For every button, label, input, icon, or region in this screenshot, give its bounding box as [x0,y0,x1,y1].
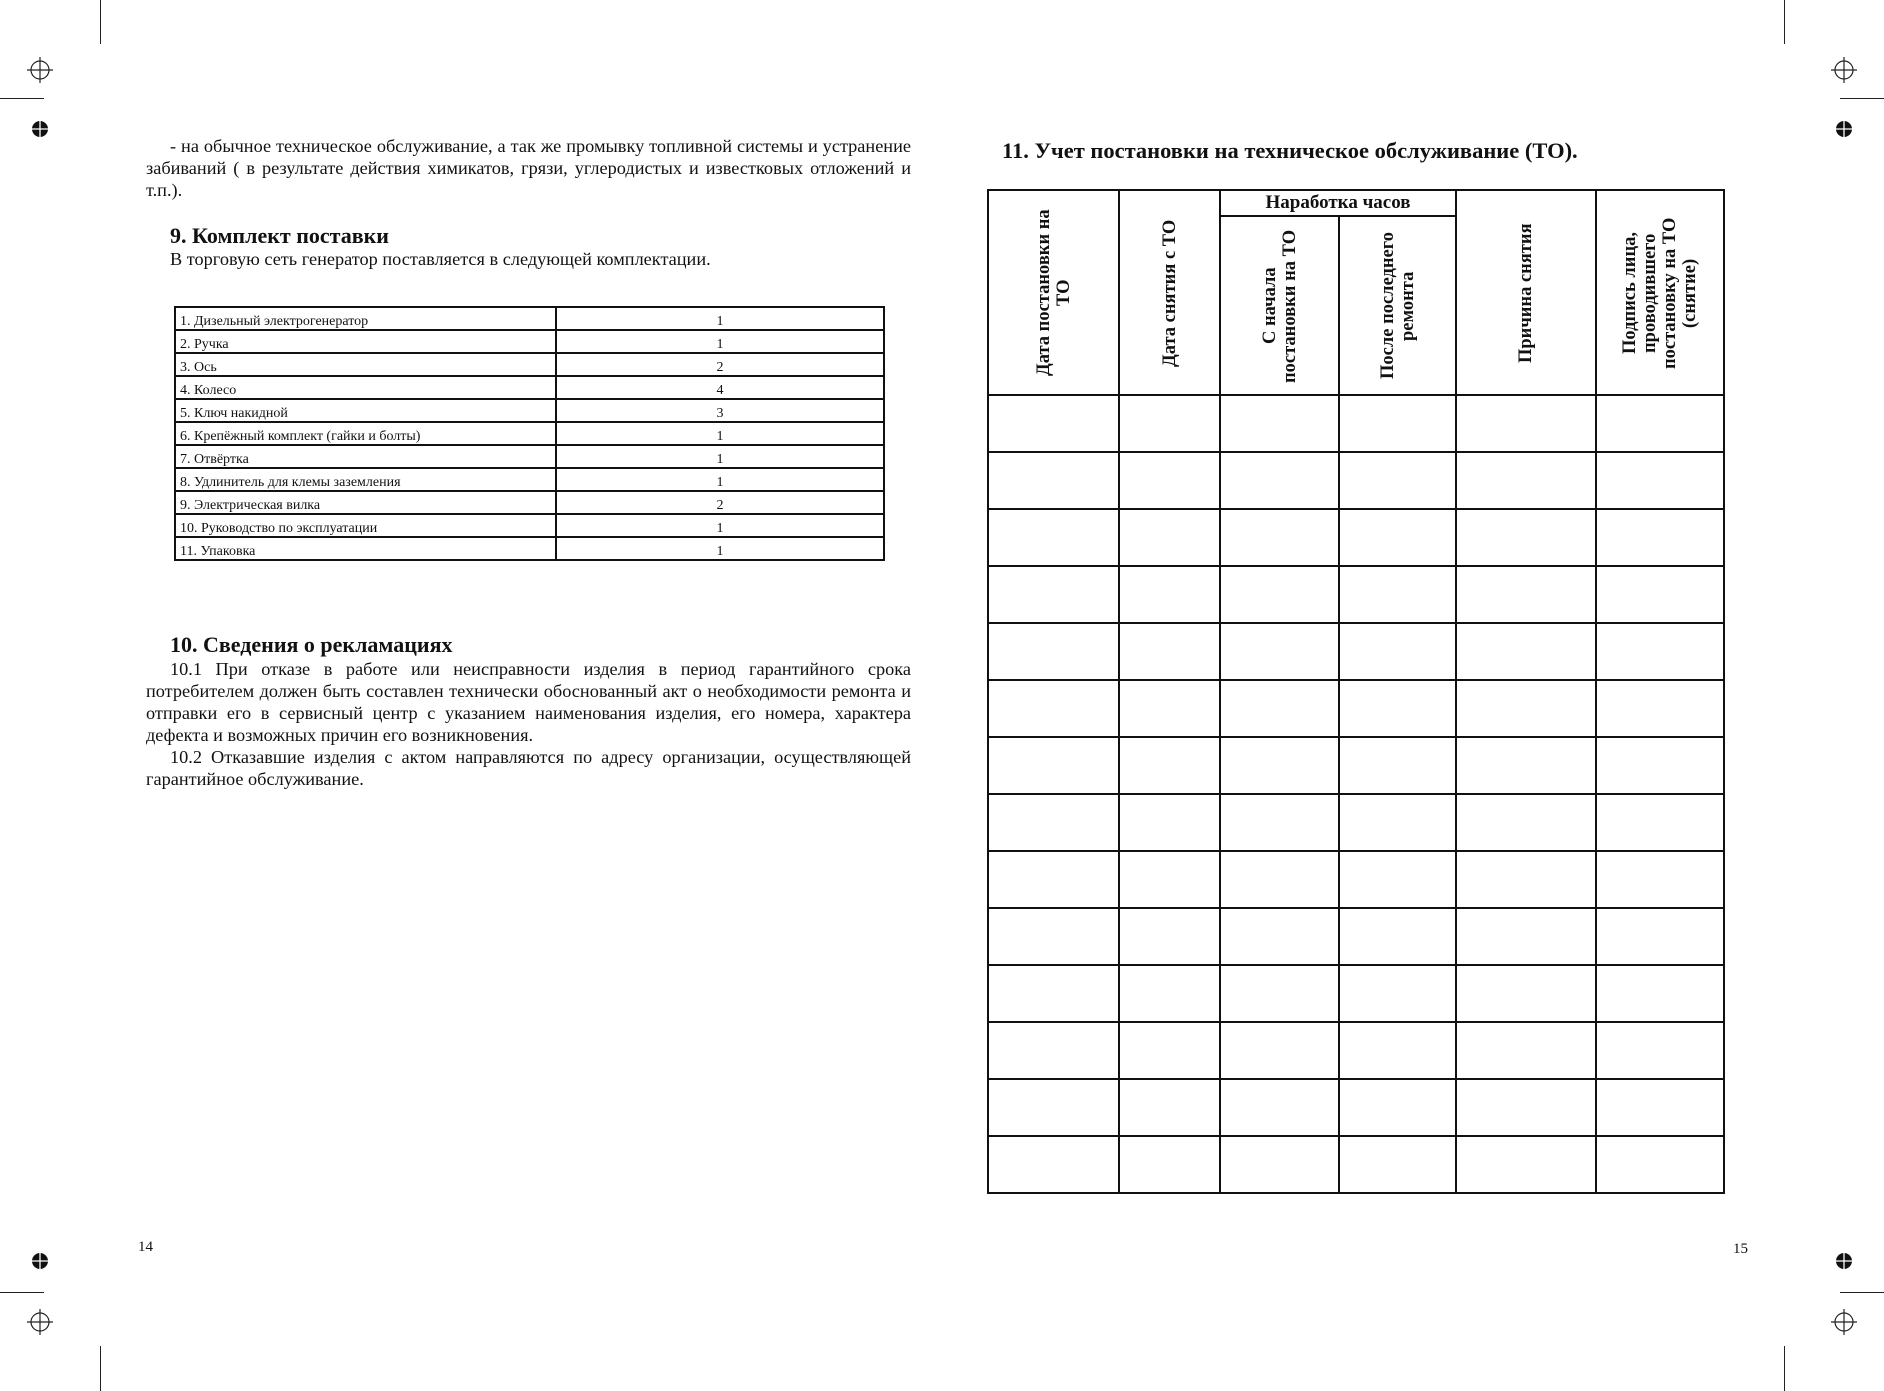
entry-cell[interactable] [1119,1022,1220,1079]
kit-item-name: 5. Ключ накидной [175,399,556,422]
header-since-start [1220,216,1339,395]
entry-cell[interactable] [1119,737,1220,794]
entry-cell[interactable] [1220,623,1339,680]
entry-cell[interactable] [988,737,1119,794]
intro-text: - на обычное техническое обслуживание, а так же промывку топливной системы и устранение забиваний ( в результате действия химикатов, грязи, углеродистых и известковых отложений и т.п.). [146,136,911,200]
section9-lead: В торговую сеть генератор поставляется в следующей комплектации. [170,249,711,269]
kit-item-name: 4. Колесо [175,376,556,399]
header-date-set [988,190,1119,395]
entry-cell[interactable] [1596,509,1724,566]
crop-mark [1784,1346,1785,1391]
section10-body [146,658,911,790]
entry-cell[interactable] [1339,680,1456,737]
kit-item-qty: 1 [556,537,884,560]
entry-cell[interactable] [1339,1022,1456,1079]
table-row [988,395,1724,452]
entry-cell[interactable] [1339,509,1456,566]
entry-cell[interactable] [1596,395,1724,452]
entry-cell[interactable] [1119,965,1220,1022]
table-row [988,965,1724,1022]
entry-cell[interactable] [1596,1022,1724,1079]
kit-item-qty: 1 [556,514,884,537]
entry-cell[interactable] [1339,566,1456,623]
entry-cell[interactable] [1596,680,1724,737]
crop-mark [0,1292,44,1293]
entry-cell[interactable] [1119,680,1220,737]
table-row [175,491,884,514]
kit-item-qty: 1 [556,307,884,330]
table-row [988,623,1724,680]
registration-dot-icon [31,120,49,138]
kit-item-name: 11. Упаковка [175,537,556,560]
entry-cell[interactable] [988,623,1119,680]
entry-cell[interactable] [1119,908,1220,965]
kit-item-name: 2. Ручка [175,330,556,353]
table-row [988,794,1724,851]
kit-item-name: 8. Удлинитель для клемы заземления [175,468,556,491]
entry-cell[interactable] [988,1136,1119,1193]
header-signature [1596,190,1724,395]
entry-cell[interactable] [1119,851,1220,908]
registration-mark-icon [1831,1309,1857,1335]
table-row [988,1079,1724,1136]
entry-cell[interactable] [1456,623,1596,680]
entry-cell[interactable] [1339,623,1456,680]
header-reason-label: Причина снятия [1516,222,1536,363]
entry-cell[interactable] [1119,566,1220,623]
kit-table [174,306,885,561]
entry-cell[interactable] [1596,794,1724,851]
section10-heading: 10. Сведения о рекламациях [170,632,453,657]
entry-cell[interactable] [1339,395,1456,452]
entry-cell[interactable] [988,1022,1119,1079]
table-row [988,452,1724,509]
entry-cell[interactable] [1220,1079,1339,1136]
crop-mark [0,98,44,99]
entry-cell[interactable] [1339,452,1456,509]
entry-cell[interactable] [1220,851,1339,908]
page-number-left: 14 [138,1239,153,1255]
entry-cell[interactable] [1220,680,1339,737]
entry-cell[interactable] [988,452,1119,509]
entry-cell[interactable] [1596,452,1724,509]
entry-cell[interactable] [1456,1136,1596,1193]
kit-item-qty: 3 [556,399,884,422]
page-number-right: 15 [1733,1241,1748,1257]
entry-cell[interactable] [1456,566,1596,623]
entry-cell[interactable] [1220,965,1339,1022]
entry-cell[interactable] [988,908,1119,965]
entry-cell[interactable] [988,851,1119,908]
entry-cell[interactable] [1596,1079,1724,1136]
kit-item-qty: 2 [556,353,884,376]
registration-mark-icon [27,57,53,83]
registration-dot-icon [31,1252,49,1270]
kit-item-name: 10. Руководство по эксплуатации [175,514,556,537]
entry-cell[interactable] [1339,1079,1456,1136]
entry-cell[interactable] [1339,737,1456,794]
entry-cell[interactable] [988,566,1119,623]
table-row [988,1136,1724,1193]
table-row [988,737,1724,794]
section10-p1: 10.1 При отказе в работе или неисправности изделия в период гарантийного срока потребителем должен быть составлен технически обоснованный акт о необходимости ремонта и отправки его в сервисный центр с указанием наименования изделия, его номера, характера дефекта и возможных причин его возникновения. [146,659,911,745]
header-since-start-label: С начала постановки на ТО [1259,229,1300,383]
header-since-repair-label: После последнего ремонта [1377,232,1418,380]
header-date-removed-label: Дата снятия с ТО [1159,218,1180,367]
entry-cell[interactable] [1596,1136,1724,1193]
entry-cell[interactable] [1456,908,1596,965]
header-hours-group: Наработка часов [1220,190,1456,216]
kit-item-qty: 1 [556,422,884,445]
header-since-repair [1339,216,1456,395]
kit-item-qty: 4 [556,376,884,399]
kit-item-name: 6. Крепёжный комплект (гайки и болты) [175,422,556,445]
entry-cell[interactable] [1339,1136,1456,1193]
table-row [988,1022,1724,1079]
kit-item-name: 9. Электрическая вилка [175,491,556,514]
entry-cell[interactable] [1220,395,1339,452]
entry-cell[interactable] [1596,737,1724,794]
entry-cell[interactable] [1456,794,1596,851]
table-row [175,468,884,491]
entry-cell[interactable] [1119,623,1220,680]
maintenance-log-table [987,189,1725,1194]
entry-cell[interactable] [988,1079,1119,1136]
header-date-set-label: Дата постановки на ТО [1033,209,1074,376]
table-row [175,376,884,399]
entry-cell[interactable] [1456,395,1596,452]
entry-cell[interactable] [1119,794,1220,851]
entry-cell[interactable] [988,680,1119,737]
intro-paragraph [146,135,911,201]
entry-cell[interactable] [1456,1079,1596,1136]
crop-mark [100,0,101,44]
entry-cell[interactable] [1456,509,1596,566]
entry-cell[interactable] [1220,908,1339,965]
entry-cell[interactable] [1339,794,1456,851]
table-row [988,680,1724,737]
kit-item-name: 7. Отвёртка [175,445,556,468]
table-row [175,514,884,537]
kit-item-qty: 1 [556,330,884,353]
entry-cell[interactable] [988,509,1119,566]
entry-cell[interactable] [1339,908,1456,965]
entry-cell[interactable] [988,395,1119,452]
registration-dot-icon [1835,120,1853,138]
entry-cell[interactable] [1596,851,1724,908]
entry-cell[interactable] [1119,395,1220,452]
table-row [175,353,884,376]
crop-mark [100,1346,101,1391]
table-row [988,908,1724,965]
header-reason [1456,190,1596,395]
table-row [175,537,884,560]
section9-heading: 9. Комплект поставки [170,223,389,248]
entry-cell[interactable] [1456,737,1596,794]
entry-cell[interactable] [1456,851,1596,908]
header-signature-label: Подпись лица, проводившего постановку на ТО (снятие) [1620,216,1700,369]
section10-p2: 10.2 Отказавшие изделия с актом направляются по адресу организации, осуществляющей гарантийное обслуживание. [146,747,911,789]
entry-cell[interactable] [1596,908,1724,965]
entry-cell[interactable] [988,965,1119,1022]
kit-item-name: 3. Ось [175,353,556,376]
registration-mark-icon [27,1309,53,1335]
entry-cell[interactable] [1339,965,1456,1022]
table-row [175,307,884,330]
entry-cell[interactable] [1220,509,1339,566]
header-date-removed [1119,190,1220,395]
entry-cell[interactable] [1220,566,1339,623]
table-row [175,399,884,422]
table-row [988,851,1724,908]
entry-cell[interactable] [1220,1022,1339,1079]
table-row [988,509,1724,566]
entry-cell[interactable] [1220,1136,1339,1193]
entry-cell[interactable] [988,794,1119,851]
entry-cell[interactable] [1596,566,1724,623]
table-row [988,566,1724,623]
crop-mark [1840,98,1884,99]
entry-cell[interactable] [1456,1022,1596,1079]
kit-item-name: 1. Дизельный электрогенератор [175,307,556,330]
entry-cell[interactable] [1220,794,1339,851]
entry-cell[interactable] [1119,509,1220,566]
table-row [175,330,884,353]
kit-item-qty: 1 [556,445,884,468]
entry-cell[interactable] [1220,452,1339,509]
entry-cell[interactable] [1119,1136,1220,1193]
entry-cell[interactable] [1456,452,1596,509]
registration-mark-icon [1831,57,1857,83]
kit-item-qty: 1 [556,468,884,491]
table-row [175,445,884,468]
entry-cell[interactable] [1339,851,1456,908]
entry-cell[interactable] [1220,737,1339,794]
kit-item-qty: 2 [556,491,884,514]
crop-mark [1784,0,1785,44]
entry-cell[interactable] [1596,623,1724,680]
section11-heading: 11. Учет постановки на техническое обслуживание (ТО). [1002,138,1578,163]
entry-cell[interactable] [1456,965,1596,1022]
entry-cell[interactable] [1456,680,1596,737]
crop-mark [1840,1292,1884,1293]
entry-cell[interactable] [1119,452,1220,509]
registration-dot-icon [1835,1252,1853,1270]
entry-cell[interactable] [1596,965,1724,1022]
table-row [175,422,884,445]
entry-cell[interactable] [1119,1079,1220,1136]
